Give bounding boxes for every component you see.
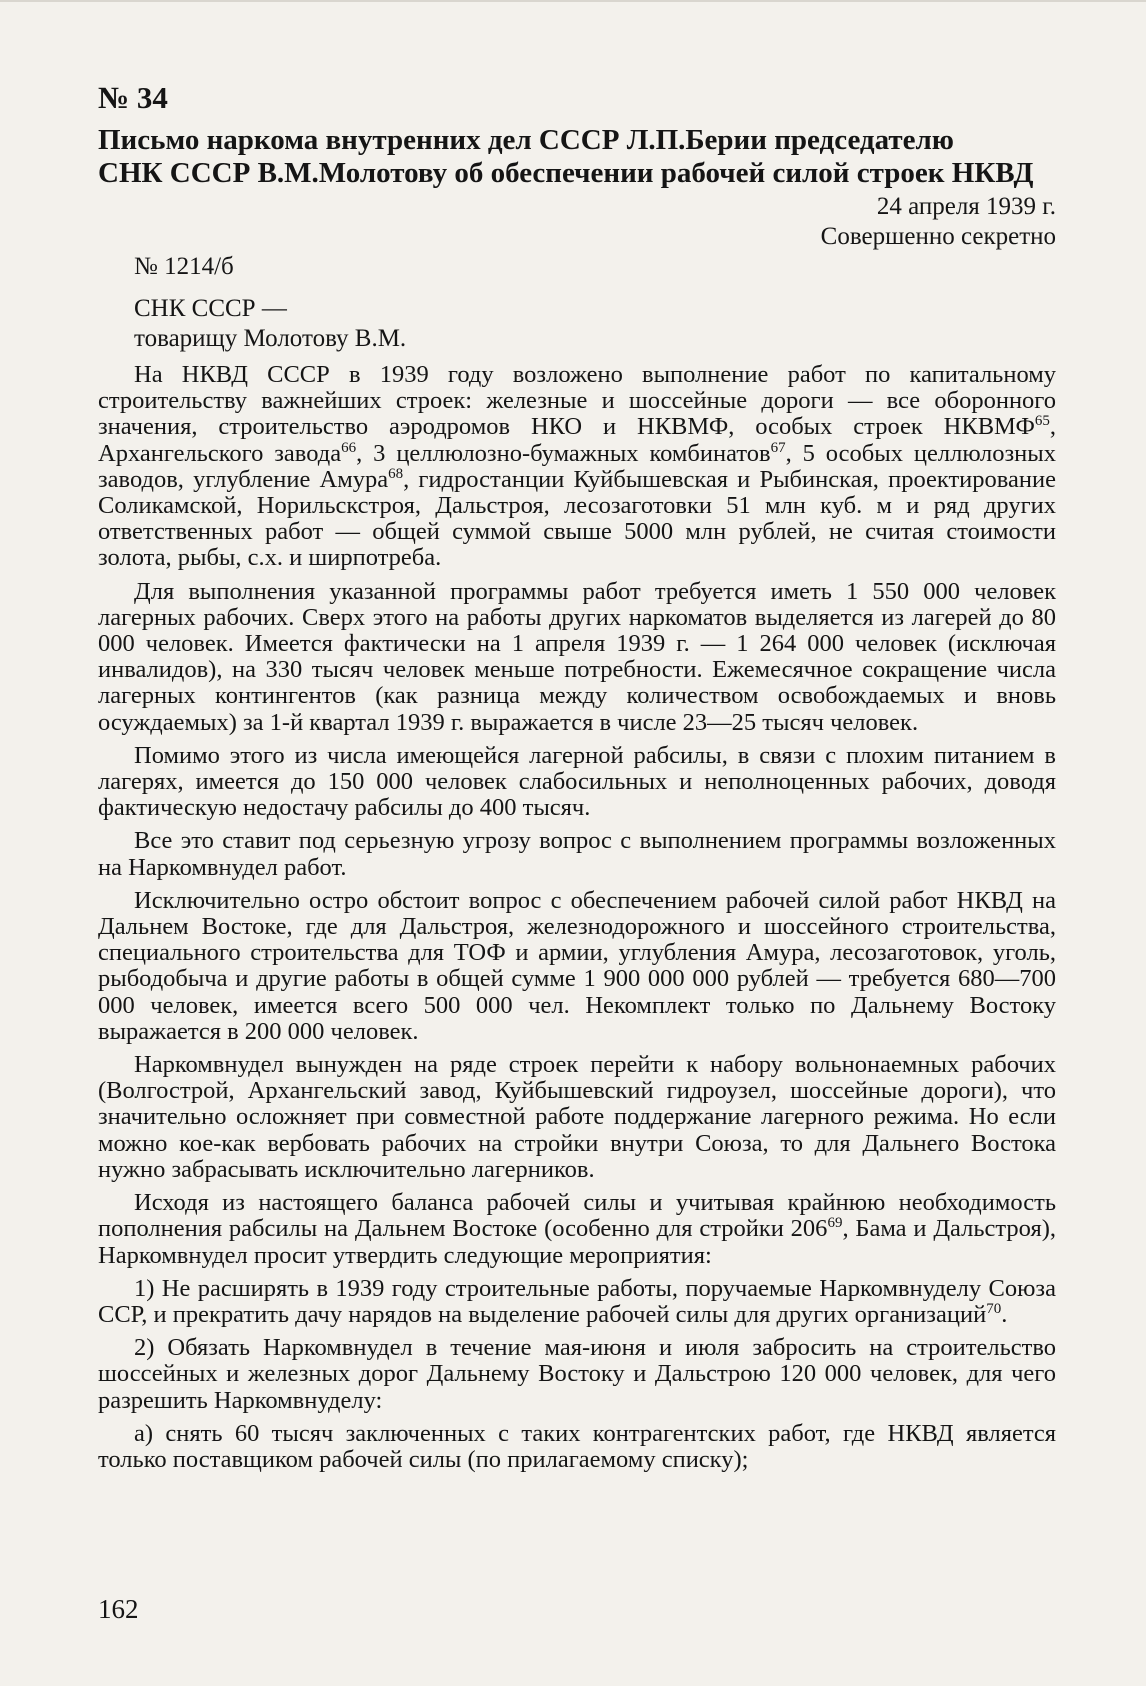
paragraph-4: Все это ставит под серьезную угрозу вопрос с выполнением программы возложенных на Наркомвнудел работ. [98, 827, 1056, 881]
footnote-ref-69[interactable]: 69 [827, 1215, 843, 1232]
page-number: 162 [98, 1594, 139, 1624]
footnote-ref-68[interactable]: 68 [388, 465, 404, 482]
paragraph-5: Исключительно остро обстоит вопрос с обеспечением рабочей силой работ НКВД на Дальнем Востоке, где для Дальстроя, железнодорожного и шоссейного строительства, специального строительства для ТОФ и армии, углубления Амура, лесозаготовок, уголь, рыбодобыча и другие работы в общей сумме 1 900 000 000 рублей — требуется 680—700 000 человек, имеется всего 500 000 чел. Некомплект только по Дальнему Востоку выражается в 200 000 человек. [98, 886, 1056, 1045]
document-date: 24 апреля 1939 г. [876, 193, 1056, 220]
paragraph-6: Наркомвнудел вынужден на ряде строек перейти к набору вольнонаемных рабочих (Волгострой, Архангельский завод, Куйбышевский гидроузел, шоссейные дороги), что значительно осложняет при совместной работе поддержание лагерного режима. Но если можно кое-как вербовать рабочих на стройки внутри Союза, то для Дальнего Востока нужно забрасывать исключительно лагерников. [98, 1051, 1056, 1183]
footnote-ref-70[interactable]: 70 [986, 1300, 1002, 1317]
addressee-line-2: товарищу Молотову В.М. [134, 325, 407, 352]
paragraph-3: Помимо этого из числа имеющейся лагерной рабсилы, в связи с плохим питанием в лагерях, имеется до 150 000 человек слабосильных и неполноценных рабочих, доводя фактическую недостачу рабсилы до 400 тысяч. [98, 741, 1056, 822]
addressee-line-1: СНК СССР — [134, 295, 287, 322]
paragraph-9: 2) Обязать Наркомвнудел в течение мая-июня и июля забросить на строительство шоссейных и железных дорог Дальнему Востоку и Дальстрою 120 000 человек, для чего разрешить Наркомвнуделу: [98, 1334, 1056, 1414]
document-page [98, 80, 1056, 1480]
title-line-1: Письмо наркома внутренних дел СССР Л.П.Берии председателю [98, 124, 954, 156]
footnote-ref-66[interactable]: 66 [341, 439, 357, 456]
paragraph-7: Исходя из настоящего баланса рабочей силы и учитывая крайнюю необходимость пополнения рабсилы на Дальнем Востоке (особенно для стройки $206^{69}$, Бама и Дальстроя), Наркомвнудел просит утвердить следующие мероприятия: [98, 1189, 1056, 1269]
registration-number: № 1214/б [134, 253, 234, 280]
addressee [134, 294, 1056, 354]
document-title [98, 124, 1056, 190]
classification-stamp: Совершенно секретно [820, 223, 1056, 250]
paragraph-8: 1) Не расширять в 1939 году строительные работы, поручаемые Наркомвнуделу Союза ССР, и прекратить дачу нарядов на выделение рабочей силы для других организаций$^{70}$. [98, 1274, 1056, 1328]
footnote-ref-67[interactable]: 67 [770, 439, 786, 456]
paragraph-10: а) снять 60 тысяч заключенных с таких контрагентских работ, где НКВД является только поставщиком рабочей силы (по прилагаемому списку); [98, 1419, 1056, 1473]
paragraph-1: На НКВД СССР в 1939 году возложено выполнение работ по капитальному строительству важнейших строек: железные и шоссейные дороги — все оборонного значения, строительство аэродромов НКО и НКВМФ, особых строек НКВМФ$^{65}$, Архангельского завода$^{66}$, 3 целлюлозно-бумажных комбинатов$^{67}$, 5 особых целлюлозных заводов, углубление Амура$^{68}$, гидростанции Куйбышевская и Рыбинская, проектирование Соликамской, Норильскстроя, Дальстроя, лесозаготовки 51 млн куб. м и ряд других ответственных работ — общей суммой свыше 5000 млн рублей, не считая стоимости золота, рыбы, с.х. и ширпотреба. [98, 361, 1056, 572]
title-line-2: СНК СССР В.М.Молотову об обеспечении рабочей силой строек НКВД [98, 157, 1034, 189]
scan-edge [0, 0, 1146, 2]
letter-body [98, 362, 1056, 1473]
footnote-ref-65[interactable]: 65 [1034, 413, 1050, 430]
paragraph-2: Для выполнения указанной программы работ требуется иметь 1 550 000 человек лагерных рабочих. Сверх этого на работы других наркоматов выделяется из лагерей до 80 000 человек. Имеется фактически на 1 апреля 1939 г. — 1 264 000 человек (исключая инвалидов), на 330 тысяч человек меньше потребности. Ежемесячное сокращение числа лагерных контингентов (как разница между количеством освобождаемых и вновь осуждаемых) за 1-й квартал 1939 г. выражается в числе 23—25 тысяч человек. [98, 577, 1056, 736]
document-number: № 34 [98, 80, 168, 115]
